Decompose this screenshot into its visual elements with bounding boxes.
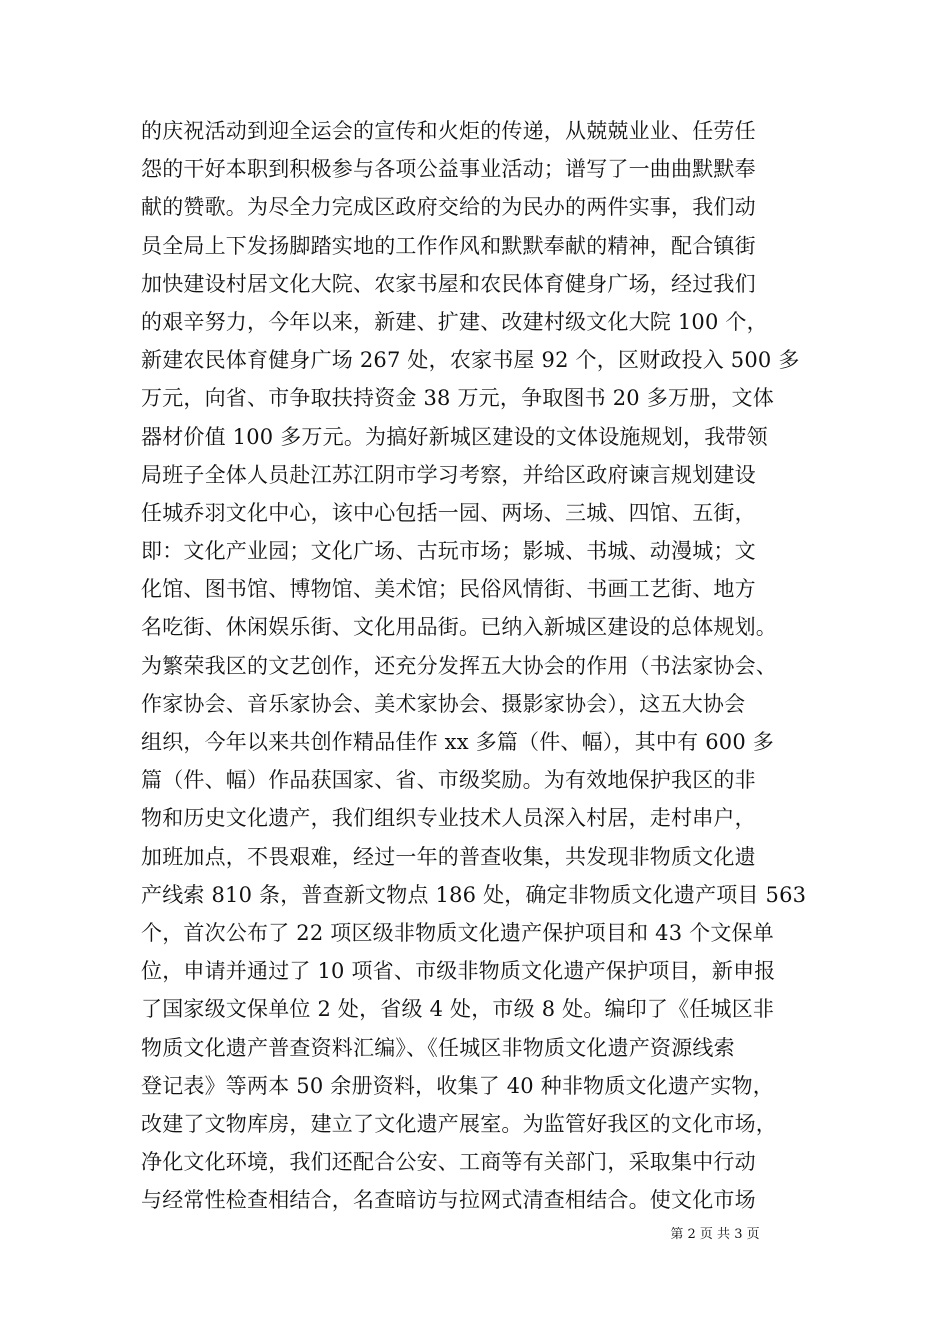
text-line: 为繁荣我区的文艺创作，还充分发挥五大协会的作用（书法家协会、 <box>141 653 777 678</box>
body-text <box>141 112 831 1219</box>
text-line: 献的赞歌。为尽全力完成区政府交给的为民办的两件实事，我们动 <box>141 195 756 220</box>
page-number: 第 2 页 共 3 页 <box>670 1227 760 1242</box>
text-line: 员全局上下发扬脚踏实地的工作作风和默默奉献的精神，配合镇街 <box>141 233 756 258</box>
text-line: 即：文化产业园；文化广场、古玩市场；影城、书城、动漫城；文 <box>141 539 756 564</box>
text-line: 位，申请并通过了 10 项省、市级非物质文化遗产保护项目，新申报 <box>141 959 776 984</box>
text-line: 净化文化环境，我们还配合公安、工商等有关部门，采取集中行动 <box>141 1150 756 1175</box>
text-line: 作家协会、音乐家协会、美术家协会、摄影家协会），这五大协会 <box>141 691 746 716</box>
text-line: 名吃街、休闲娱乐街、文化用品街。已纳入新城区建设的总体规划。 <box>141 615 777 640</box>
text-line: 改建了文物库房，建立了文化遗产展室。为监管好我区的文化市场， <box>141 1111 777 1136</box>
text-line: 组织，今年以来共创作精品佳作 xx 多篇（件、幅），其中有 600 多 <box>141 730 774 754</box>
text-line: 局班子全体人员赴江苏江阴市学习考察，并给区政府谏言规划建设 <box>141 462 756 487</box>
text-line: 器材价值 100 多万元。为搞好新城区建设的文体设施规划，我带领 <box>141 424 768 449</box>
text-line: 登记表》等两本 50 余册资料，收集了 40 种非物质文化遗产实物， <box>141 1073 774 1098</box>
text-line: 个，首次公布了 22 项区级非物质文化遗产保护项目和 43 个文保单 <box>141 920 774 945</box>
text-line: 万元，向省、市争取扶持资金 38 万元，争取图书 20 多万册，文体 <box>141 386 774 411</box>
text-line: 产线索 810 条，普查新文物点 186 处，确定非物质文化遗产项目 563 <box>141 882 807 907</box>
text-line: 加班加点，不畏艰难，经过一年的普查收集，共发现非物质文化遗 <box>141 844 756 869</box>
text-line: 篇（件、幅）作品获国家、省、市级奖励。为有效地保护我区的非 <box>141 768 756 793</box>
text-line: 任城乔羽文化中心，该中心包括一园、两场、三城、四馆、五街， <box>141 500 756 525</box>
text-line: 物和历史文化遗产，我们组织专业技术人员深入村居，走村串户， <box>141 806 756 831</box>
text-line: 的庆祝活动到迎全运会的宣传和火炬的传递，从兢兢业业、任劳任 <box>141 119 756 143</box>
text-line: 化馆、图书馆、博物馆、美术馆；民俗风情街、书画工艺街、地方 <box>141 577 756 602</box>
text-line: 加快建设村居文化大院、农家书屋和农民体育健身广场，经过我们 <box>141 271 756 296</box>
text-line: 了国家级文保单位 2 处，省级 4 处，市级 8 处。编印了《任城区非 <box>141 997 775 1022</box>
page-footer <box>0 1223 950 1242</box>
text-line: 新建农民体育健身广场 267 处，农家书屋 92 个，区财政投入 500 多 <box>141 348 800 373</box>
text-line: 物质文化遗产普查资料汇编》、《任城区非物质文化遗产资源线索 <box>141 1035 735 1060</box>
text-line: 的艰辛努力，今年以来，新建、扩建、改建村级文化大院 100 个， <box>141 309 768 334</box>
text-line: 与经常性检查相结合，名查暗访与拉网式清查相结合。使文化市场 <box>141 1188 756 1213</box>
text-line: 怨的干好本职到积极参与各项公益事业活动；谱写了一曲曲默默奉 <box>141 157 756 182</box>
